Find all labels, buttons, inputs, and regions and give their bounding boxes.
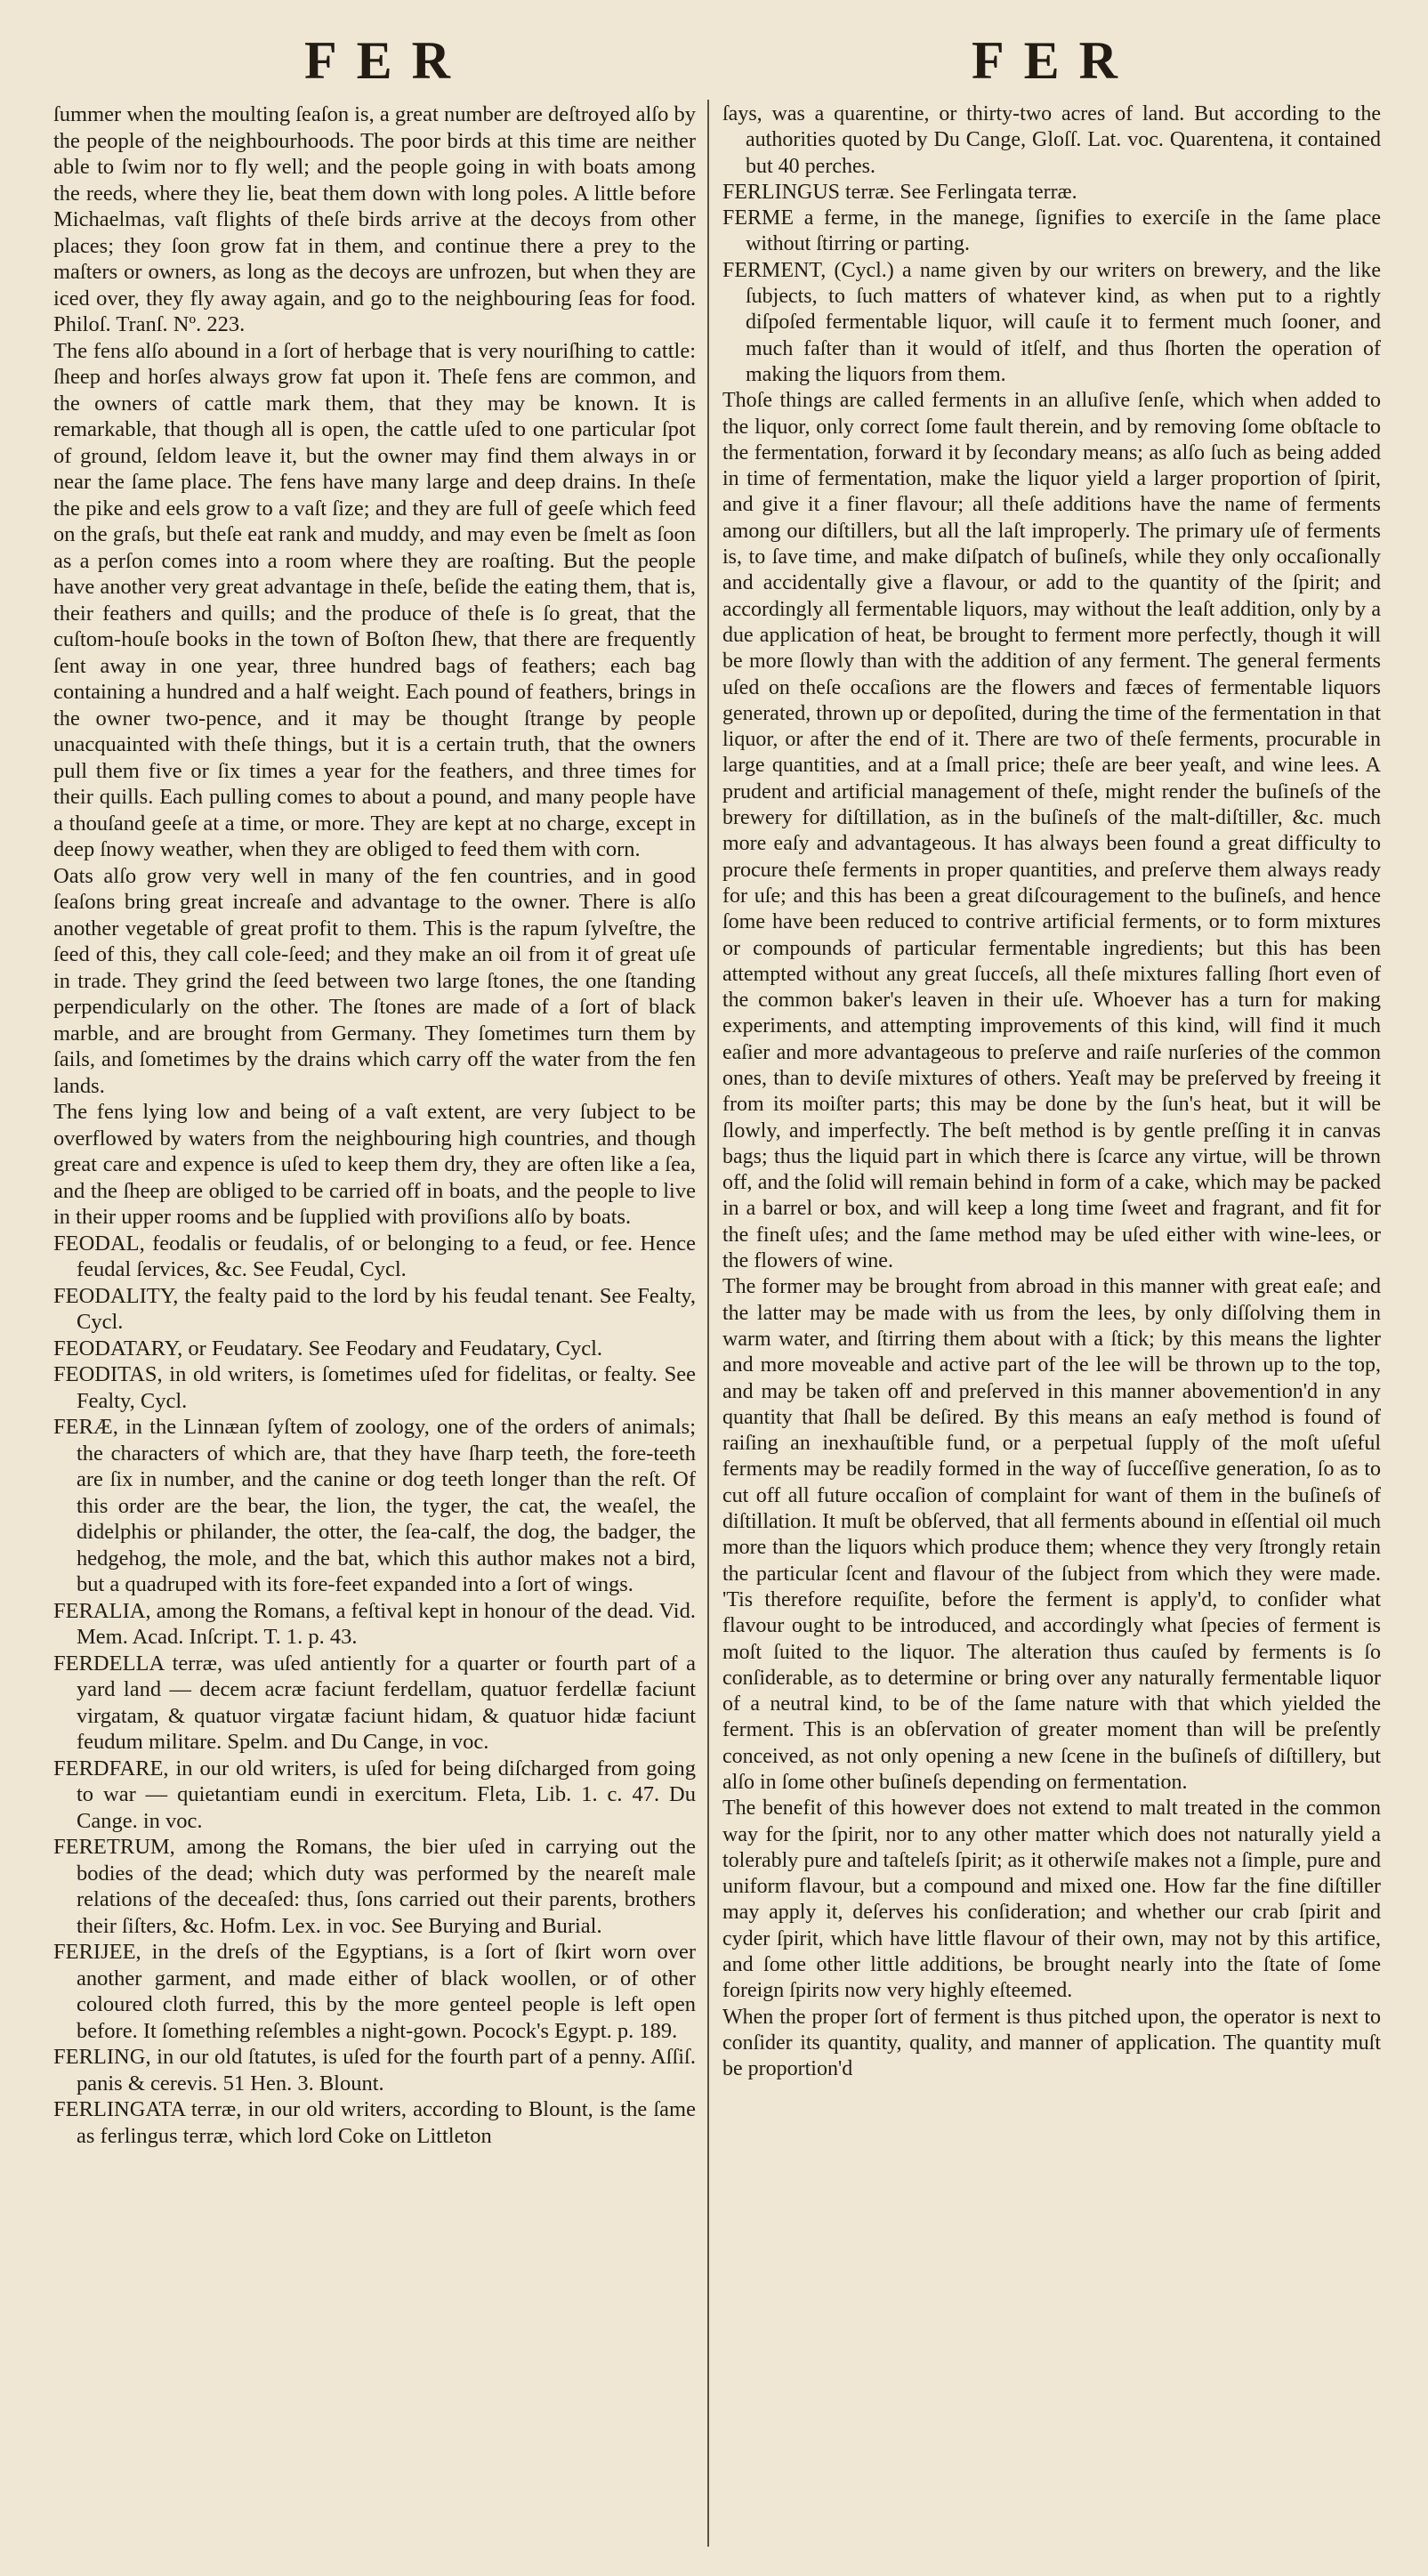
entry-feodality: FEODALITY, the fealty paid to the lord by his feudal tenant. See Fealty, Cycl.	[53, 1283, 696, 1334]
entry-ferdella: FERDELLA terræ, was uſed antiently for a quarter or fourth part of a yard land — decem acræ faciunt ferdellam, quatuor ferdellæ faciunt virgatam, & quatuor virgatæ faciunt hidam, & quatuor hidæ faciunt feudum militare. Spelm. and Du Cange, in voc.	[53, 1651, 696, 1754]
entry-ferme: FERME a ferme, in the manege, ſignifies to exerciſe in the ſame place without ſtirring or parting.	[722, 206, 1381, 256]
paragraph: The fens lying low and being of a vaſt extent, are very ſubject to be overflowed by waters from the neighbouring high countries, and though great care and expence is uſed to keep them dry, they are often like a ſea, and the ſheep are obliged to be carried off in boats, and the people to live in their upper rooms and be ſupplied with proviſions alſo by boats.	[53, 1100, 696, 1229]
paragraph: Thoſe things are called ferments in an alluſive ſenſe, which when added to the liquor, only correct ſome fault therein, and by removing ſome obſtacle to the fermentation, forward it by ſecondary means; as alſo ſuch as being added in time of fermentation, make the liquor yield a larger proportion of ſpirit, and give it a finer flavour; all theſe additions have the name of ferments among our diſtillers, but all the laſt improperly. The primary uſe of ferments is, to ſave time, and make diſpatch of buſineſs, while they only occaſionally and accidentally give a flavour, or add to the quantity of the ſpirit; and accordingly all fermentable liquors, may without the leaſt addition, only by a due application of heat, be brought to ferment more perfectly, though it will be more ſlowly than with the addition of any ferment. The general ferments uſed on theſe occaſions are the flowers and fæces of fermentable liquors generated, thrown up or depoſited, during the time of the fermentation in that liquor, or after the end of it. There are two of theſe ferments, procurable in large quantities, and at a ſmall price; theſe are beer yeaſt, and wine lees. A prudent and artificial management of theſe, might render the buſineſs of the brewery for diſtillation, as in the buſineſs of the malt-diſtiller, &c. much more eaſy and advantageous. It has always been found a great difficulty to procure theſe ferments in proper quantities, and preſerve them always ready for uſe; and this has been a great diſcouragement to the buſineſs, and hence ſome have been reduced to contrive artificial ferments, or to form mixtures or compounds of particular fermentable ingredients; but this has been attempted without any great ſucceſs, all theſe mixtures falling ſhort even of the common baker's leaven in their uſe. Whoever has a turn for making experiments, and attempting improvements of this kind, will find it much eaſier and more advantageous to preſerve and raiſe nurſeries of the common ones, than to deviſe mixtures of others. Yeaſt may be preſerved by freeing it from its moiſter parts; this may be done by the ſun's heat, but it will be ſlowly, and imperfectly. The beſt method is by gentle preſſing it in canvas bags; thus the liquid part in which there is ſcarce any virtue, will be thrown off, and the ſolid will remain behind in form of a cake, which may be packed in a barrel or box, and will keep a long time ſweet and fragrant, and fit for the fineſt uſes; and the ſame method may be uſed either with wine-lees, or the flowers of wine.	[722, 389, 1381, 1273]
entry-feoditas: FEODITAS, in old writers, is ſometimes uſed for fidelitas, or fealty. See Fealty, Cycl.	[53, 1362, 696, 1413]
running-head-left: FER	[304, 31, 470, 90]
paragraph: The benefit of this however does not extend to malt treated in the common way for the ſpirit, nor to any other matter which does not naturally yield a tolerably pure and taſteleſs ſpirit; as it otherwiſe makes not a ſimple, pure and uniform flavour, but a compound and mixed one. How far the fine diſtiller may apply it, deſerves his conſideration; and whether our crab ſpirit and cyder ſpirit, which have little flavour of their own, may not by this artifice, and ſome other little additions, be brought nearly into the ſtate of ſome foreign ſpirits now very highly eſteemed.	[722, 1797, 1381, 2003]
entry-ferment: FERMENT, (Cycl.) a name given by our writers on brewery, and the like ſubjects, to ſuch matters of whatever kind, as when put to a rightly diſpoſed fermentable liquor, will cauſe it to ferment much ſooner, and much faſter than it would of itſelf, and thus ſhorten the operation of making the liquors from them.	[722, 258, 1381, 386]
paragraph: ſummer when the moulting ſeaſon is, a great number are deſtroyed alſo by the people of the neighbourhoods. The poor birds at this time are neither able to ſwim nor to fly well; and the people going in with boats among the reeds, where they lie, beat them down with long poles. A little before Michaelmas, vaſt flights of theſe birds arrive at the decoys from other places; they ſoon grow fat in them, and continue there a prey to the maſters or owners, as long as the decoys are unfrozen, but when they are iced over, they fly away again, and go to the neighbouring ſeas for food. Philoſ. Tranſ. Nº. 223.	[53, 102, 696, 336]
paragraph: The fens alſo abound in a ſort of herbage that is very nouriſhing to cattle: ſheep and horſes always grow fat upon it. Theſe fens are common, and the owners of cattle mark them, that they may be known. It is remarkable, that though all is open, the cattle uſed to one particular ſpot of ground, ſeldom leave it, but the owner may find them always in or near the ſame place. The fens have many large and deep drains. In theſe the pike and eels grow to a vaſt ſize; and they are full of geeſe which feed on the graſs, but theſe eat rank and muddy, and may even be ſmelt as ſoon as a perſon comes into a room where they are roaſting. But the people have another very great advantage in theſe, beſide the eating them, that is, their feathers and quills; and the produce of theſe is ſo great, that the cuſtom-houſe books in the town of Boſton ſhew, that there are frequently ſent away in one year, three hundred bags of feathers; each bag containing a hundred and a half weight. Each pound of feathers, brings in the owner two-pence, and it may be thought ſtrange by people unacquainted with theſe things, but it is a certain truth, that the owners pull them five or ſix times a year for the feathers, and three times for their quills. Each pulling comes to about a pound, and many people have a thouſand geeſe at a time, or more. They are kept at no charge, except in deep ſnowy weather, when they are obliged to feed them with corn.	[53, 338, 696, 861]
entry-ferijee: FERIJEE, in the dreſs of the Egyptians, is a ſort of ſkirt worn over another garment, and made either of black woollen, or of other coloured cloth furred, this by the more genteel people is left open before. It ſomething reſembles a night-gown. Pocock's Egypt. p. 189.	[53, 1940, 696, 2043]
running-head-right: FER	[972, 31, 1137, 90]
entry-ferlingata: FERLINGATA terræ, in our old writers, according to Blount, is the ſame as ferlingus terræ, which lord Coke on Littleton	[53, 2097, 696, 2148]
right-column	[722, 101, 1381, 2557]
paragraph: The former may be brought from abroad in this manner with great eaſe; and the latter may be made with us from the lees, by only diſſolving them in warm water, and ſtirring them about with a ſtick; by this means the lighter and more moveable and active part of the lee will be thrown up to the top, and may be taken off and preſerved in this manner abovemention'd in any quantity that ſhall be deſired. By this means an eaſy method is found of raiſing an inexhauſtible fund, or a perpetual ſupply of the moſt uſeful ferments may be readily formed in the way of ſucceſſive generation, ſo as to cut off all future occaſion of complaint for want of them in the buſineſs of diſtillation. It muſt be obſerved, that all ferments abound in eſſential oil much more than the liquors which produce them; whence they very ſtrongly retain the particular ſcent and flavour of the ſubject from which they were made. 'Tis therefore requiſite, before the ferment is apply'd, to conſider what flavour ought to be introduced, and accordingly what ſpecies of ferment is moſt ſuited to the liquor. The alteration thus cauſed by ferments is ſo conſiderable, as to determine or bring over any naturally fermentable liquor of a neutral kind, to be of the ſame nature with that which yielded the ferment. This is an obſervation of greater moment than will be preſently conceived, as not only opening a new ſcene in the buſineſs of diſtillery, but alſo in ſome other buſineſs depending on fermentation.	[722, 1275, 1381, 1794]
entry-feretrum: FERETRUM, among the Romans, the bier uſed in carrying out the bodies of the dead; which duty was performed by the neareſt male relations of the deceaſed: thus, ſons carried out their parents, brothers their ſiſters, &c. Hofm. Lex. in voc. See Burying and Burial.	[53, 1835, 696, 1938]
left-column	[53, 101, 696, 2557]
entry-continuation: ſays, was a quarentine, or thirty-two acres of land. But according to the authorities quoted by Du Cange, Gloſſ. Lat. voc. Quarentena, it contained but 40 perches.	[722, 102, 1381, 178]
entry-ferlingus: FERLINGUS terræ. See Ferlingata terræ.	[722, 180, 1077, 204]
paragraph: When the proper ſort of ferment is thus pitched upon, the operator is next to conſider its quantity, quality, and manner of application. The quantity muſt be proportion'd	[722, 2005, 1381, 2081]
entry-ferling: FERLING, in our old ſtatutes, is uſed for the fourth part of a penny. Aſſiſ. panis & cerevis. 51 Hen. 3. Blount.	[53, 2045, 696, 2096]
entry-ferdfare: FERDFARE, in our old writers, is uſed for being diſcharged from going to war — quietantiam eundi in exercitum. Fleta, Lib. 1. c. 47. Du Cange. in voc.	[53, 1756, 696, 1833]
entry-ferae: FERÆ, in the Linnæan ſyſtem of zoology, one of the orders of animals; the characters of which are, that they have ſharp teeth, the fore-teeth are ſix in number, and the canine or dog teeth longer than the reſt. Of this order are the bear, the lion, the tyger, the cat, the weaſel, the didelphis or philander, the otter, the ſea-calf, the dog, the badger, the hedgehog, the mole, and the bat, which this author makes not a bird, but a quadruped with its fore-feet expanded into a ſort of wings.	[53, 1415, 696, 1596]
column-divider	[707, 100, 709, 2547]
entry-feralia: FERALIA, among the Romans, a feſtival kept in honour of the dead. Vid. Mem. Acad. Inſcript. T. 1. p. 43.	[53, 1598, 696, 1649]
entry-feodatary: FEODATARY, or Feudatary. See Feodary and Feudatary, Cycl.	[53, 1336, 603, 1361]
paragraph: Oats alſo grow very well in many of the fen countries, and in good ſeaſons bring great increaſe and advantage to the owner. There is alſo another vegetable of great profit to them. This is the rapum ſylveſtre, the ſeed of this, they call cole-ſeed; and they make an oil from it of great uſe in trade. They grind the ſeed between two large ſtones, the one ſtanding perpendicularly on the other. The ſtones are made of a ſort of black marble, and are brought from Germany. They ſometimes turn them by ſails, and ſometimes by the drains which carry off the water from the fen lands.	[53, 863, 696, 1098]
entry-feodal: FEODAL, feodalis or feudalis, of or belonging to a feud, or fee. Hence feudal ſervices, &c. See Feudal, Cycl.	[53, 1231, 696, 1281]
